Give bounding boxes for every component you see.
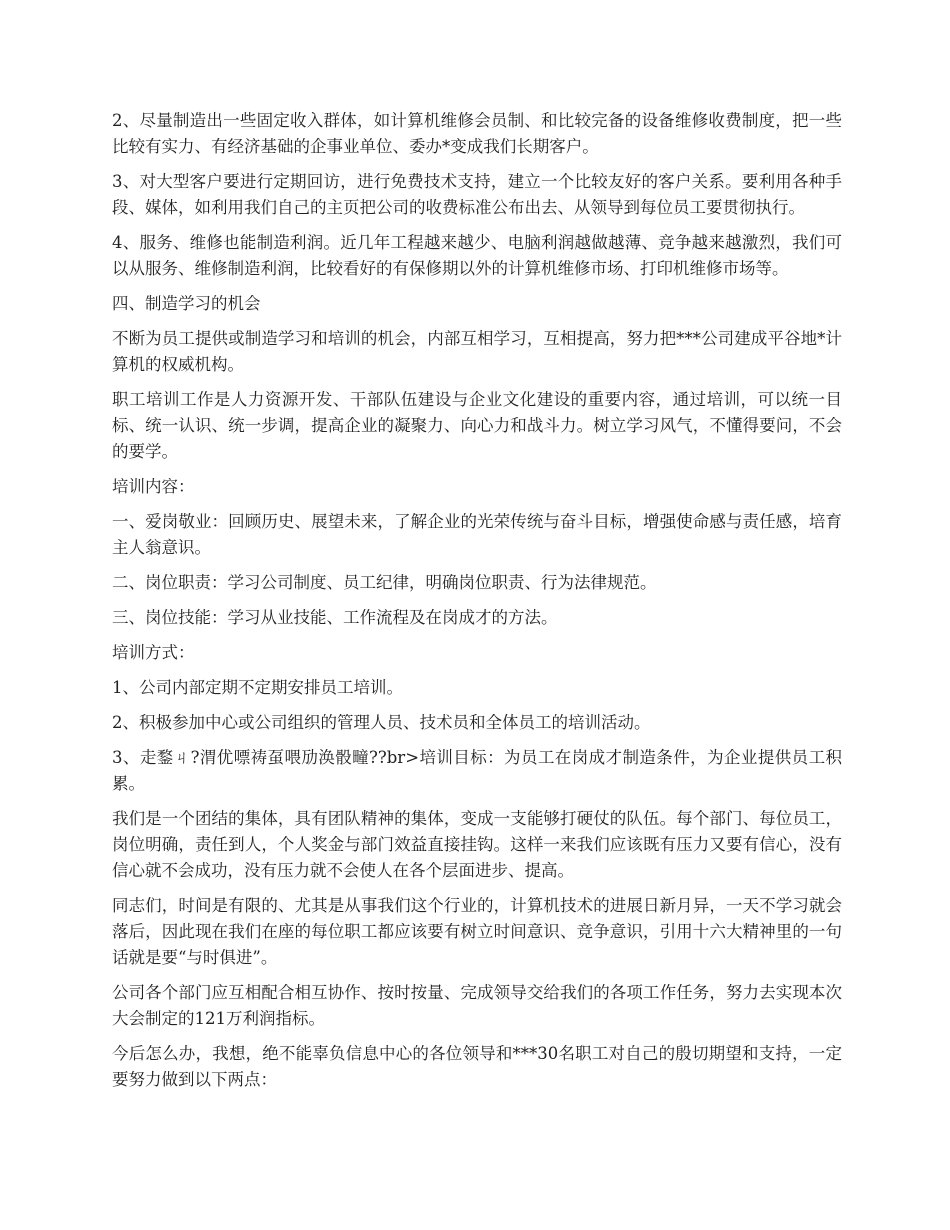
paragraph-4-service-profit: 4、服务、维修也能制造利润。近几年工程越来越少、电脑利润越做越薄、竞争越来越激烈，我们可以从服务、维修制造利润，比较看好的有保修期以外的计算机维修市场、打印机维修市场等。 (112, 233, 842, 278)
section-heading-learning: 四、制造学习的机会 (112, 294, 261, 313)
paragraph-training-importance: 职工培训工作是人力资源开发、干部队伍建设与企业文化建设的重要内容，通过培训，可以统一目标、统一认识、统一步调，提高企业的凝聚力、向心力和战斗力。树立学习风气，不懂得要问，不会的要学。 (112, 390, 842, 461)
label-training-method: 培训方式： (112, 643, 195, 662)
method-internal-training: 1、公司内部定期不定期安排员工培训。 (112, 678, 403, 697)
paragraph-learning-opportunities: 不断为员工提供或制造学习和培训的机会，内部互相学习，互相提高，努力把***公司建成平谷地*计算机的权威机构。 (112, 329, 842, 374)
method-external-training: 2、积极参加中心或公司组织的管理人员、技术员和全体员工的培训活动。 (112, 713, 651, 732)
document-body (112, 108, 842, 1102)
item-skills: 三、岗位技能：学习从业技能、工作流程及在岗成才的方法。 (112, 608, 558, 627)
paragraph-2-fixed-income: 2、尽量制造出一些固定收入群体，如计算机维修会员制、和比较完备的设备维修收费制度，把一些比较有实力、有经济基础的企事业单位、委办*变成我们长期客户。 (112, 111, 842, 156)
item-dedication: 一、爱岗敬业：回顾历史、展望未来，了解企业的光荣传统与奋斗目标，增强使命感与责任感，培育主人翁意识。 (112, 512, 842, 557)
paragraph-commitment: 今后怎么办，我想，绝不能辜负信息中心的各位领导和***30名职工对自己的殷切期望和支持，一定要努力做到以下两点： (112, 1044, 842, 1089)
paragraph-profit-target: 公司各个部门应互相配合相互协作、按时按量、完成领导交给我们的各项工作任务，努力去实现本次大会制定的121万利润指标。 (112, 983, 842, 1028)
paragraph-keep-pace: 同志们，时间是有限的、尤其是从事我们这个行业的，计算机技术的进展日新月异，一天不学习就会落后，因此现在我们在座的每位职工都应该要有树立时间意识、竞争意识，引用十六大精神里的一句话就是要“与时俱进”。 (112, 896, 842, 967)
method-garbled-training-goal: 3、走鍪ㄐ?渭优嘌祷虿喂劢涣骰疃??br>培训目标：为员工在岗成才制造条件，为企业提供员工积累。 (112, 748, 842, 793)
paragraph-3-client-visits: 3、对大型客户要进行定期回访，进行免费技术支持，建立一个比较友好的客户关系。要利用各种手段、媒体，如利用我们自己的主页把公司的收费标准公布出去、从领导到每位员工要贯彻执行。 (112, 172, 842, 217)
item-duties: 二、岗位职责：学习公司制度、员工纪律，明确岗位职责、行为法律规范。 (112, 573, 657, 592)
paragraph-team-spirit: 我们是一个团结的集体，具有团队精神的集体，变成一支能够打硬仗的队伍。每个部门、每位员工，岗位明确，责任到人，个人奖金与部门效益直接挂钩。这样一来我们应该既有压力又要有信心，没有信心就不会成功，没有压力就不会使人在各个层面进步、提高。 (112, 809, 842, 880)
label-training-content: 培训内容： (112, 477, 195, 496)
